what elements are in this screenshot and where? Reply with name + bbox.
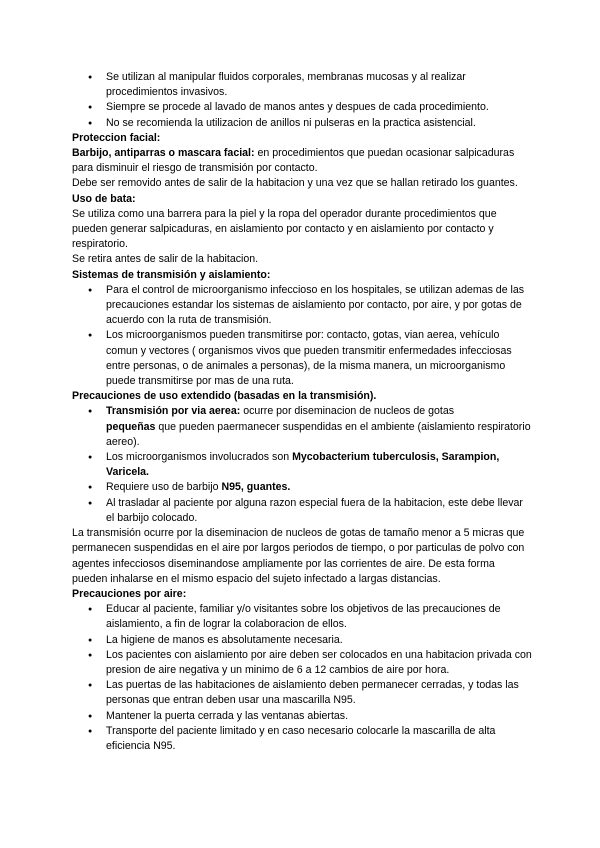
list-item: ● Educar al paciente, familiar y/o visitantes sobre los objetivos de las precauciones de aislamiento, a fin de lograr la colaboracion de ellos. bbox=[72, 602, 532, 632]
list-item: ● Mantener la puerta cerrada y las ventanas abiertas. bbox=[72, 709, 532, 724]
list-item: ● No se recomienda la utilizacion de anillos ni pulseras en la practica asistencial. bbox=[72, 116, 532, 131]
list-item bbox=[72, 480, 532, 495]
list-item-text: Los microorganismos involucrados son bbox=[106, 451, 293, 464]
bold-term: N95, guantes. bbox=[221, 481, 291, 494]
list-item: ● Para el control de microorganismo infeccioso en los hospitales, se utilizan ademas de las precauciones estandar los sistemas de aislamiento por contacto, por aire, y por gotas de acuerdo con la ruta de transmisión. bbox=[72, 283, 532, 329]
list-item bbox=[72, 404, 532, 450]
bold-term: Barbijo, antiparras o mascara facial: bbox=[72, 147, 255, 160]
document-body bbox=[72, 70, 532, 754]
paragraph: Se retira antes de salir de la habitacion. bbox=[72, 253, 259, 266]
bold-term: Mycobacterium tuberculosis, Sarampion, Varicela. bbox=[106, 451, 500, 479]
list-item: ● La higiene de manos es absolutamente necesaria. bbox=[72, 633, 532, 648]
section-heading-sistemas: Sistemas de transmisión y aislamiento: bbox=[72, 268, 271, 281]
paragraph-transmision: La transmisión ocurre por la diseminacion de nucleos de gotas de tamaño menor a 5 micras que permanecen suspendidas en el aire por largos periodos de tiempo, o por particulas de polvo con agentes infecciosos diseminandose ampliamente por las corrientes de aire. De esta forma pueden inhalarse en el mismo espacio del sujeto infectado a largas distancias. bbox=[72, 527, 525, 585]
paragraph: Debe ser removido antes de salir de la habitacion y una vez que se hallan retirado los guantes. bbox=[72, 177, 518, 190]
extendido-list bbox=[72, 404, 532, 526]
sistemas-list bbox=[72, 283, 532, 389]
section-heading-proteccion-facial: Proteccion facial: bbox=[72, 131, 161, 144]
list-item: ● Siempre se procede al lavado de manos antes y despues de cada procedimiento. bbox=[72, 100, 532, 115]
list-item: ● Se utilizan al manipular fluidos corporales, membranas mucosas y al realizar procedimientos invasivos. bbox=[72, 70, 532, 100]
list-item: ● Los pacientes con aislamiento por aire deben ser colocados en una habitacion privada con presion de aire negativa y un minimo de 6 a 12 cambios de aire por hora. bbox=[72, 648, 532, 678]
bold-term: pequeñas bbox=[106, 420, 156, 433]
list-item: ● Al trasladar al paciente por alguna razon especial fuera de la habitacion, este debe llevar el barbijo colocado. bbox=[72, 496, 532, 526]
paragraph: Se utiliza como una barrera para la piel y la ropa del operador durante procedimientos que pueden generar salpicaduras, en aislamiento por contacto y en aislamiento por contacto y respiratorio. bbox=[72, 207, 497, 251]
aire-list bbox=[72, 602, 532, 754]
paragraph bbox=[72, 146, 532, 176]
list-item bbox=[72, 450, 532, 480]
list-item-text: ocurre por diseminacion de nucleos de gotas bbox=[240, 405, 455, 418]
bold-term: Transmisión por via aerea: bbox=[106, 405, 241, 418]
section-heading-uso-de-bata: Uso de bata: bbox=[72, 192, 136, 205]
paragraph-text: en procedimientos que puedan ocasionar salpicaduras para disminuir el riesgo de transmisión por contacto. bbox=[72, 147, 515, 175]
list-item: ● Transporte del paciente limitado y en caso necesario colocarle la mascarilla de alta eficiencia N95. bbox=[72, 724, 532, 754]
hand-hygiene-list bbox=[72, 70, 532, 131]
list-item-text: que pueden paermanecer suspendidas en el ambiente (aislamiento respiratorio aereo). bbox=[106, 420, 531, 448]
section-heading-precauciones-aire: Precauciones por aire: bbox=[72, 587, 187, 600]
list-item: ● Los microorganismos pueden transmitirse por: contacto, gotas, vian aerea, vehículo comun y vectores ( organismos vivos que pueden transmitir enfermedades infecciosas entre personas, o de animales a personas), de la misma manera, un microorganismo puede transmitirse por mas de una ruta. bbox=[72, 328, 532, 389]
list-item: ● Las puertas de las habitaciones de aislamiento deben permanecer cerradas, y todas las personas que entran deben usar una mascarilla N95. bbox=[72, 678, 532, 708]
list-item-text: Requiere uso de barbijo bbox=[106, 481, 222, 494]
section-heading-uso-extendido: Precauciones de uso extendido (basadas en la transmisión). bbox=[72, 390, 377, 403]
